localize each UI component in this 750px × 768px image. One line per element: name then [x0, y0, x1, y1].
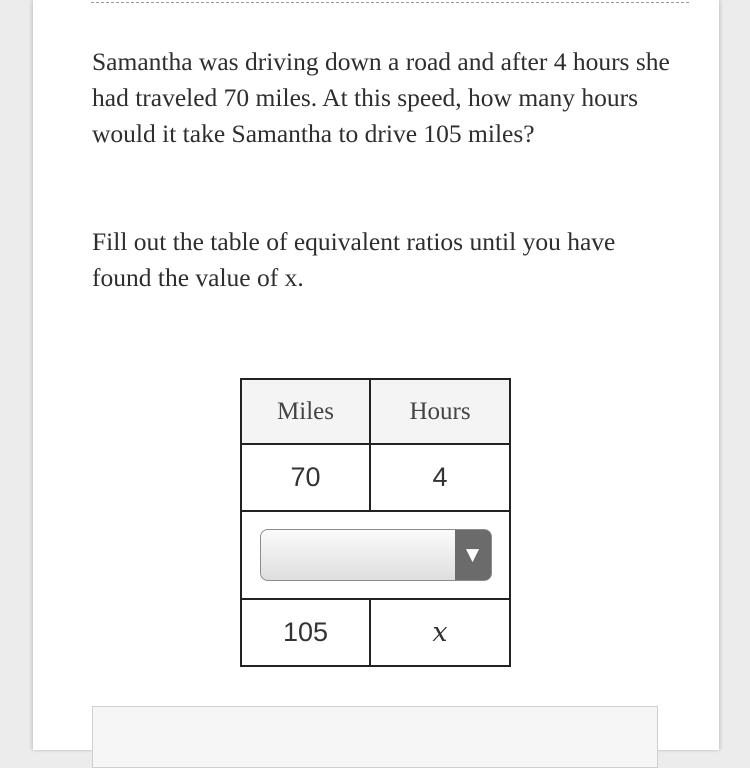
question-text: Samantha was driving down a road and after 4 hours she had traveled 70 miles. At this speed, how many hours would it take Samantha to drive 105 miles? — [92, 47, 670, 148]
instruction-text: Fill out the table of equivalent ratios until you have found the value of x. — [92, 227, 616, 292]
dashed-divider — [91, 2, 689, 3]
table-row — [241, 444, 510, 511]
header-miles: Miles — [241, 379, 370, 444]
cell-miles: 105 — [241, 599, 370, 666]
table-row-dropdown — [241, 511, 510, 599]
cell-miles: 70 — [241, 444, 370, 511]
ratio-dropdown[interactable] — [260, 529, 492, 581]
table-header-row — [241, 379, 510, 444]
dropdown-cell — [241, 511, 510, 599]
question-card — [33, 0, 719, 750]
cell-hours-variable: x — [370, 599, 510, 666]
header-hours: Hours — [370, 379, 510, 444]
table-row — [241, 599, 510, 666]
answer-box[interactable] — [92, 706, 658, 768]
cell-hours: 4 — [370, 444, 510, 511]
triangle-down-icon[interactable]: ▼ — [455, 530, 491, 580]
ratio-table — [240, 378, 511, 667]
